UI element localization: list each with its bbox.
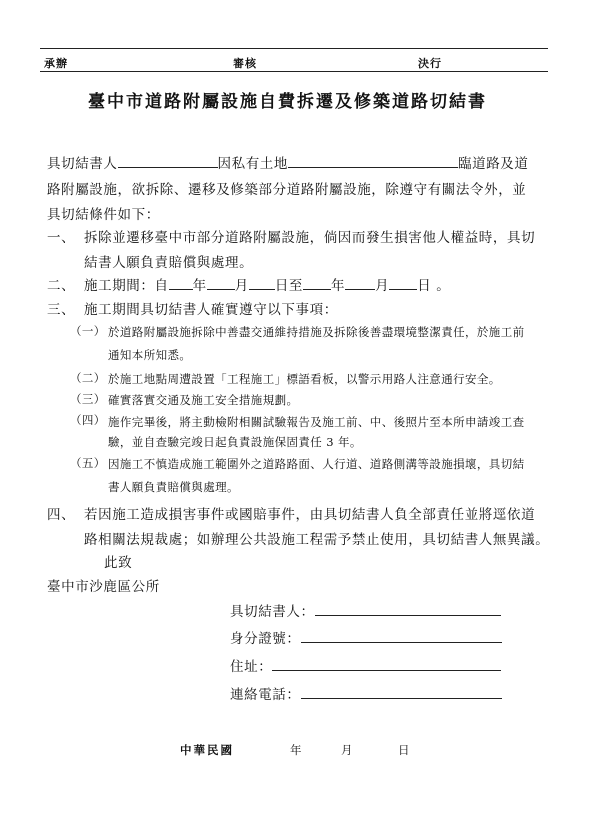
sub1-line-1: 於道路附屬設施拆除中善盡交通維持措施及拆除後善盡環境整潔責任，於施工前 — [108, 325, 525, 339]
signature-address-row — [230, 655, 501, 675]
date-year: 年 — [290, 743, 302, 757]
item4-line-2: 路相關法規裁處；如辦理公共設施工程需予禁止使用，具切結書人無異議。 — [84, 532, 550, 548]
end-month-blank[interactable] — [345, 277, 375, 290]
end-year-label: 年 — [331, 278, 346, 294]
signer-blank[interactable] — [118, 155, 218, 168]
closing-office: 臺中市沙鹿區公所 — [47, 579, 160, 595]
end-day-label: 日 。 — [417, 278, 451, 294]
item3-number: 三、 — [47, 302, 76, 318]
sub4-number: （四） — [70, 413, 106, 427]
sub1-line-2: 通知本所知悉。 — [108, 348, 192, 362]
intro-line-2: 路附屬設施，欲拆除、遷移及修築部分道路附屬設施，除遵守有關法令外，並 — [47, 182, 527, 198]
intro-label-signer: 具切結書人 — [47, 156, 118, 172]
item1-number: 一、 — [47, 230, 76, 246]
sub3-line-1: 確實落實交通及施工安全措施規劃。 — [108, 393, 299, 407]
item1-line-1: 拆除並遷移臺中市部分道路附屬設施，倘因而發生損害他人權益時，具切 — [84, 230, 536, 246]
start-day-blank[interactable] — [249, 277, 275, 290]
land-blank[interactable] — [288, 155, 458, 168]
sub4-line-1: 施作完畢後，將主動檢附相關試驗報告及施工前、中、後照片至本所申請竣工查 — [108, 415, 525, 429]
signature-id-row — [230, 627, 502, 647]
signature-phone-row — [230, 683, 502, 703]
sub5-line-1: 因施工不慎造成施工範圍外之道路路面、人行道、道路側溝等設施損壞，具切結 — [108, 457, 525, 471]
signature-phone-blank[interactable] — [301, 686, 502, 699]
signature-id-blank[interactable] — [301, 630, 502, 643]
sub5-line-2: 書人願負責賠償與處理。 — [108, 480, 239, 494]
intro-label-road: 臨道路及道 — [458, 156, 529, 172]
header-cheng-ban: 承辦 — [44, 57, 68, 70]
period-prefix: 施工期間：自 — [84, 278, 169, 294]
sub5-number: （五） — [70, 456, 106, 470]
sub3-number: （三） — [70, 392, 106, 406]
sub1-number: （一） — [70, 324, 106, 338]
item3-text: 施工期間具切結書人確實遵守以下事項： — [84, 302, 338, 318]
sub2-line-1: 於施工地點周遭設置「工程施工」標語看板，以警示用路人注意通行安全。 — [108, 372, 501, 386]
item4-line-1: 若因施工造成損害事件或國賠事件，由具切結書人負全部責任並將逕依道 — [84, 507, 536, 523]
intro-line-3: 具切結條件如下： — [47, 207, 160, 223]
signature-name-row — [230, 600, 501, 620]
start-year-label: 年 — [192, 278, 207, 294]
header-top-line — [40, 48, 548, 49]
intro-label-land: 因私有土地 — [217, 156, 288, 172]
end-day-blank[interactable] — [389, 277, 417, 290]
closing-ci-zhi: 此致 — [104, 555, 133, 571]
item1-line-2: 結書人願負責賠償與處理。 — [84, 255, 254, 271]
header-bottom-line — [40, 71, 548, 72]
signature-name-label: 具切結書人： — [230, 604, 315, 620]
item2-number: 二、 — [47, 278, 76, 294]
item4-number: 四、 — [47, 507, 76, 523]
start-month-label: 月 — [234, 278, 249, 294]
signature-address-blank[interactable] — [272, 658, 501, 671]
signature-name-blank[interactable] — [315, 603, 501, 616]
signature-address-label: 住址： — [230, 659, 273, 675]
date-day: 日 — [398, 743, 410, 757]
sub2-number: （二） — [70, 371, 106, 385]
date-month: 月 — [341, 743, 353, 757]
start-year-blank[interactable] — [169, 277, 193, 290]
document-title: 臺中市道路附屬設施自費拆遷及修築道路切結書 — [88, 92, 487, 112]
sub4-line-2: 驗，並自查驗完竣日起負責設施保固責任 3 年。 — [108, 435, 362, 449]
signature-id-label: 身分證號： — [230, 631, 301, 647]
header-jue-xing: 決行 — [418, 57, 442, 70]
header-shen-he: 審核 — [233, 57, 257, 70]
signature-phone-label: 連絡電話： — [230, 687, 301, 703]
intro-line-1 — [47, 152, 529, 172]
item2-period — [84, 274, 450, 294]
date-era: 中華民國 — [180, 743, 234, 757]
end-year-blank[interactable] — [303, 277, 331, 290]
start-day-label: 日至 — [274, 278, 304, 294]
start-month-blank[interactable] — [207, 277, 235, 290]
end-month-label: 月 — [375, 278, 390, 294]
